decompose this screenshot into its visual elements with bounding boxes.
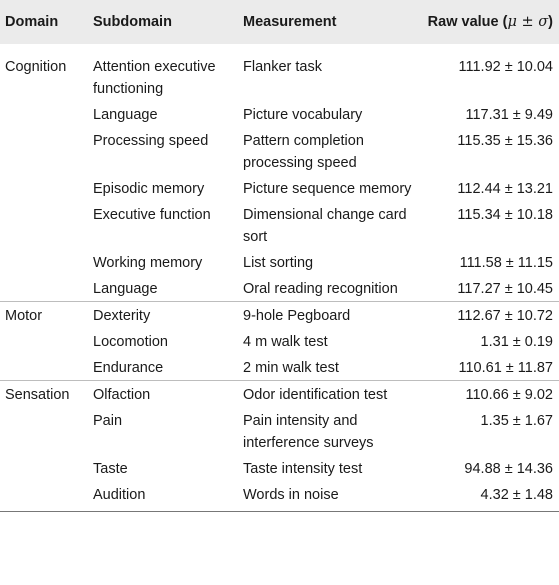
cell-subdomain: Pain	[93, 413, 123, 429]
cell-value: 115.34 ± 10.18	[457, 207, 553, 223]
cell-subdomain: Dexterity	[93, 302, 243, 329]
cell-domain: Cognition	[5, 59, 67, 75]
cell-domain	[0, 328, 93, 354]
cell-subdomain: Language	[93, 107, 158, 123]
cell-subdomain: Audition	[93, 481, 243, 512]
cell-domain	[0, 127, 93, 175]
cell-measurement: Picture sequence memory	[243, 181, 412, 197]
cell-domain	[0, 201, 93, 249]
header-row	[0, 0, 559, 44]
cell-value: 115.35 ± 15.36	[457, 133, 553, 149]
cell-domain	[0, 175, 93, 201]
cell-subdomain: Working memory	[93, 255, 203, 271]
table-row	[0, 101, 559, 127]
cell-measurement: 2 min walk test	[243, 360, 339, 376]
header-raw-value	[419, 0, 559, 44]
cell-subdomain: Endurance	[93, 360, 164, 376]
cell-domain: Motor	[0, 302, 93, 329]
header-raw-suffix: )	[548, 14, 553, 30]
cell-domain	[0, 407, 93, 455]
cell-value: 1.35 ± 1.67	[480, 413, 553, 429]
cell-value: 112.44 ± 13.21	[457, 181, 553, 197]
cell-domain	[0, 354, 93, 381]
table-row	[0, 328, 559, 354]
cell-domain	[0, 249, 93, 275]
cell-value: 94.88 ± 14.36	[464, 461, 553, 477]
table-row	[0, 127, 559, 175]
table-row	[0, 354, 559, 381]
cell-subdomain: Language	[93, 281, 158, 297]
cell-domain	[0, 481, 93, 512]
cell-domain	[0, 275, 93, 302]
cell-measurement: Flanker task	[243, 59, 322, 75]
cell-value: 112.67 ± 10.72	[419, 302, 559, 329]
cell-measurement: Oral reading recognition	[243, 281, 398, 297]
cell-subdomain: Attention executive functioning	[93, 59, 216, 97]
cell-subdomain: Processing speed	[93, 133, 209, 149]
cell-subdomain: Olfaction	[93, 381, 243, 408]
cell-value: 110.66 ± 9.02	[419, 381, 559, 408]
cell-measurement: Picture vocabulary	[243, 107, 363, 123]
cell-domain	[0, 455, 93, 481]
table-row	[0, 407, 559, 455]
table-row	[0, 455, 559, 481]
table-row	[0, 481, 559, 512]
cell-value: 117.27 ± 10.45	[457, 281, 553, 297]
cell-subdomain: Locomotion	[93, 334, 168, 350]
header-raw-symbol: μ ± σ	[507, 14, 549, 30]
table-row	[0, 44, 559, 101]
table-row	[0, 302, 559, 329]
cell-measurement: 4 m walk test	[243, 334, 328, 350]
cell-value: 111.92 ± 10.04	[458, 59, 553, 75]
table-row	[0, 275, 559, 302]
cell-value: 1.31 ± 0.19	[480, 334, 553, 350]
cell-measurement: Taste intensity test	[243, 461, 363, 477]
header-domain: Domain	[5, 14, 59, 30]
cell-measurement: Pain intensity and interference surveys	[243, 413, 374, 451]
cell-subdomain: Executive function	[93, 207, 211, 223]
table-row	[0, 175, 559, 201]
header-raw-prefix: Raw value (	[427, 14, 508, 30]
cell-measurement: List sorting	[243, 255, 314, 271]
header-measurement: Measurement	[243, 14, 337, 30]
cell-domain: Sensation	[0, 381, 93, 408]
cell-value: 117.31 ± 9.49	[465, 107, 553, 123]
cell-measurement: 9-hole Pegboard	[243, 302, 419, 329]
cell-value: 110.61 ± 11.87	[458, 360, 553, 376]
cell-value: 4.32 ± 1.48	[419, 481, 559, 512]
table-row	[0, 381, 559, 408]
table-row	[0, 201, 559, 249]
cell-measurement: Words in noise	[243, 481, 419, 512]
header-subdomain: Subdomain	[93, 14, 172, 30]
cell-measurement: Pattern completion processing speed	[243, 133, 364, 171]
cell-value: 111.58 ± 11.15	[459, 255, 553, 271]
cell-subdomain: Taste	[93, 461, 128, 477]
cell-subdomain: Episodic memory	[93, 181, 205, 197]
table-row	[0, 249, 559, 275]
cell-measurement: Dimensional change card sort	[243, 207, 407, 245]
cell-domain	[0, 101, 93, 127]
cell-measurement: Odor identification test	[243, 381, 419, 408]
